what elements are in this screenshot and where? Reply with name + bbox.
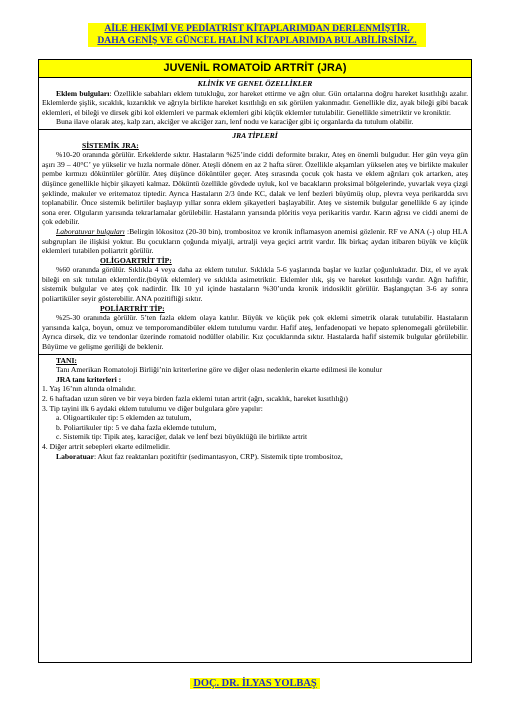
criteria-heading: JRA tanı kriterleri :	[56, 374, 122, 384]
criteria-item-3: 3. Tip tayini ilk 6 aydaki eklem tutulumu ve diğer bulgulara göre yapılır:	[42, 403, 263, 413]
criteria-item-2: 2. 6 haftadan uzun süren ve bir veya birden fazla eklemi tutan artrit (ağrı, sıcaklık, hareket kısıtlılığı)	[42, 394, 348, 403]
laboratuar-label: Laboratuar	[56, 451, 94, 461]
author-name: DOÇ. DR. İLYAS YOLBAŞ	[190, 678, 319, 689]
document-title: JUVENİL ROMATOİD ARTRİT (JRA)	[39, 60, 471, 78]
author-footer	[0, 673, 510, 691]
criteria-sub-item-b	[42, 423, 468, 433]
criteria-item-4: 4. Diğer artrit sebepleri ekarte edilmelidir.	[42, 441, 170, 451]
laboratuar-text: : Akut faz reaktanları pozitiftir (sedimantasyon, CRP). Sistemik tipte trombositoz,	[93, 451, 343, 461]
poliartrit-heading: POLİARTRİT TİP:	[100, 303, 165, 313]
sub-item-b-label: b. Poliartikuler tip	[56, 422, 112, 432]
tani-heading: TANI:	[56, 355, 77, 365]
laboratuvar-text: :Belirgin lökositoz (20-30 bin), trombositoz ve kronik inflamasyon anemisi gözlenir. RF ve ANA (-) olup HLA subgrupları ile ilişkisi yoktur. Bu çocukların çoğunda miyalji, artralji veya geçici artrit vardır. İlk birkaç aydan itibaren büyük ve küçük eklemleri tutabilen poliartrit görülür.	[42, 226, 468, 256]
criteria-sub-item-a	[42, 413, 468, 423]
criteria-sub-item-c	[42, 432, 468, 442]
banner-line-2: DAHA GENİŞ VE GÜNCEL HALİNİ KİTAPLARIMDA BULABİLİRSİNİZ.	[97, 35, 417, 46]
eklem-bulgulari-label: Eklem bulguları	[56, 88, 110, 98]
document-box	[38, 59, 472, 663]
sub-item-a-label: a. Oligoartikuler tip	[56, 413, 117, 423]
oligoartrit-heading: OLİGOARTRİT TİP:	[100, 255, 172, 265]
banner-line-1: AİLE HEKİMİ VE PEDİATRİST KİTAPLARIMDAN DERLENMİŞTİR.	[104, 23, 410, 34]
paragraph-eklem-bulgulari	[42, 89, 468, 118]
criteria-item-1: 1. Yaş 16’nın altında olmalıdır.	[42, 384, 136, 394]
sub-item-c-label: c. Sistemik tip	[56, 432, 100, 442]
section-tipler-heading: JRA TİPLERİ	[232, 130, 278, 140]
paragraph-oligoartrit: %60 oranında görülür. Sıklıkla 4 veya daha az eklem tutulur. Sıklıkla 5-6 yaşlarında başlar ve kızlar çoğunluktadır. Diz, el ve ayak bileği en sık tutulan eklemlerdir.(büyük eklemler) ve sıklıkla asimetriktir. Eklemler ılık, şiş ve hareket kısıtlılığı vardır. Ağrı hafiftir, sistemik bulgular ve ateş çok nadirdir. İlk 10 yıl içinde hastaların %30’unda kronik iridosiklit görülür. Başlangıçtan 3-6 ay sonra poliartiküler seyir gösterebilir. ANA pozitifliği sıktır.	[42, 265, 468, 304]
sistemik-heading: SİSTEMİK JRA:	[82, 140, 139, 150]
paragraph-tani-intro: Tanı Amerikan Romatoloji Birliği’nin kriterlerine göre ve diğer olası nedenlerin ekarte edilmesi ile konulur	[56, 365, 383, 375]
section-tipler	[39, 130, 471, 355]
header-banner	[88, 23, 426, 47]
paragraph-laboratuar	[42, 452, 468, 462]
laboratuvar-label: Laboratuvar bulguları	[56, 226, 125, 236]
paragraph-organ-tutulumu: Buna ilave olarak ateş, kalp zarı, akciğer ve akciğer zarı, lenf nodu ve karaciğer gibi iç organlarda da tutulum olabilir.	[56, 117, 414, 127]
paragraph-laboratuvar	[42, 227, 468, 256]
sub-item-b-text: : 5 ve daha fazla eklemde tutulum,	[111, 422, 217, 432]
sub-item-c-text: : Tipik ateş, karaciğer, dalak ve lenf bezi büyüklüğü ile birlikte artrit	[99, 432, 308, 442]
section-tani	[39, 355, 471, 464]
paragraph-poliartrit: %25-30 oranında görülür. 5’ten fazla eklem olaya katılır. Büyük ve küçük pek çok eklemi simetrik olarak tutulabilir. Hastaların yarısında kalça, boyun, omuz ve temporomandibüler eklem tutulumu vardır. Hafif ateş, lenfadenopati ve hepato splenomegali görülebilir. Ayrıca dirsek, diz ve tendonlar üzerinde romatoid nodüller olabilir. Kız çocuklarında sıktır. Hastalarda hafif sistemik bulgular görülebilir. Büyüme ve gelişme geriliği de beklenir.	[42, 313, 468, 352]
section-klinik-heading: KLİNİK VE GENEL ÖZELLİKLER	[197, 79, 313, 88]
eklem-bulgulari-text: : Özellikle sabahları eklem tutukluğu, zor hareket ettirme ve ağrı olur. Gün ortalarına doğru hareket kısıtlılığı azalır. Eklemlerde şişlik, sıcaklık, kızarıklık ve ağrıyla birlikte hareket kısıtlılığı en sık görülen yakınmadır. Genellikle diz, ayak bileği gibi bacak eklemleri, el bileği ve dirsek gibi kol eklemleri ve parmak eklemleri gibi küçük eklemler tutulabilir. Genellikle simetriktir ve kroniktir.	[42, 88, 468, 117]
section-klinik	[39, 78, 471, 130]
paragraph-sistemik: %10-20 oranında görülür. Erkeklerde sıktır. Hastaların %25’inde ciddi deformite bırakır, Ateş en önemli bulgudur. Her gün veya gün aşırı 39 – 40°C’ ye yükselir ve hızla normale döner. Ateşli dönem en az 2 hafta sürer. Özellikle akşamları yükselen ateş ve birlikte makuler pembe kırmızı döküntüler görülür. Ateş düşünce döküntüler geçer. Ateş sırasında çocuk çok hasta ve eklem ağrıları çok artarken, ateş düşünce genellikle hiçbir şikayeti kalmaz. Döküntü özellikle gövdede uyluk, kol ve bacakların proksimal bölgelerinde, yuvarlak veya çizgi şeklinde, makuler ve eritematoz tiptedir. Ayrıca Hastaların 2/3 ünde KC, dalak ve lenf bezleri büyümüş olup, plevra veya perikardda sıvı toplanabilir. Önce sistemik belirtiler başlayıp yıllar sonra eklem şikayetleri başlayabilir. Ateş ve sistemik bulgular genellikle 6 ay içinde sona erer. Olguların yarısında tekrarlamalar görülebilir. Hastaların yarısında plöritis veya perikaritis vardır. Karın ağrısı ve ciddi anemi de çok edebilir.	[42, 150, 468, 227]
sub-item-a-text: : 5 eklemden az tutulum,	[116, 413, 192, 423]
